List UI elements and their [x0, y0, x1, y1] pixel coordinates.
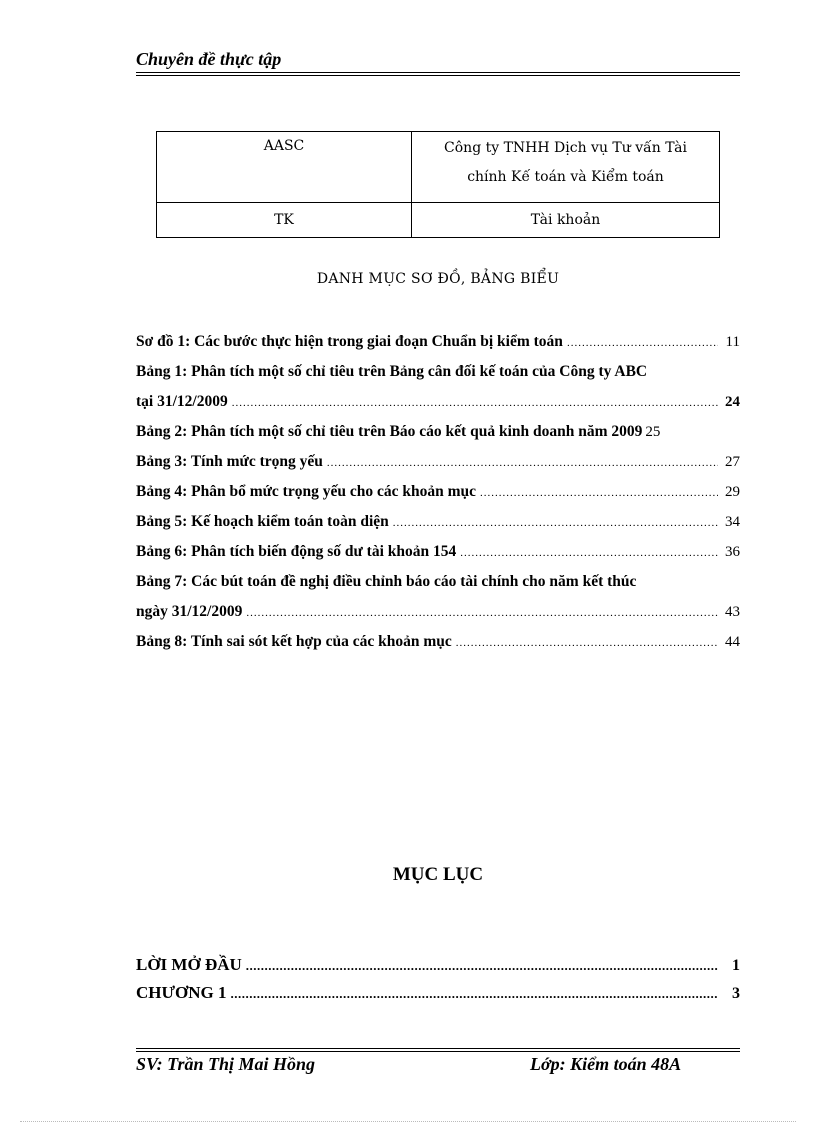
abbr-cell: TK — [157, 203, 412, 238]
list-item[interactable]: Bảng 7: Các bút toán đề nghị điều chỉnh báo cáo tài chính cho năm kết thúc — [136, 573, 637, 590]
list-item-continuation[interactable]: ngày 31/12/2009 ..... 43 — [136, 603, 740, 625]
meaning-cell: Công ty TNHH Dịch vụ Tư vấn Tài chính Kế toán và Kiểm toán — [412, 132, 720, 203]
footer-class: Lớp: Kiểm toán 48A — [530, 1054, 682, 1074]
footer-rule — [136, 1048, 740, 1049]
toc-title: MỤC LỤC — [392, 864, 484, 885]
toc-item[interactable]: LỜI MỞ ĐẦU ..... 1 — [136, 955, 740, 977]
footer-rule-secondary — [136, 1051, 740, 1052]
figures-list-heading: DANH MỤC SƠ ĐỒ, BẢNG BIỂU — [316, 271, 560, 287]
header-rule — [136, 72, 740, 73]
table-row — [157, 203, 720, 238]
list-item[interactable]: Bảng 1: Phân tích một số chỉ tiêu trên Bảng cân đối kế toán của Công ty ABC — [136, 363, 648, 380]
page-edge — [20, 1121, 796, 1122]
list-item[interactable]: Bảng 6: Phân tích biến động số dư tài khoản 154 ..... 36 — [136, 543, 740, 565]
list-item-continuation[interactable]: tại 31/12/2009 ..... 24 — [136, 393, 740, 415]
list-item[interactable]: Bảng 8: Tính sai sót kết hợp của các khoản mục ..... 44 — [136, 633, 740, 655]
abbreviation-table — [156, 131, 720, 238]
list-item[interactable]: Sơ đồ 1: Các bước thực hiện trong giai đoạn Chuẩn bị kiểm toán ..... 11 — [136, 333, 740, 355]
list-item[interactable]: Bảng 4: Phân bổ mức trọng yếu cho các khoản mục ..... 29 — [136, 483, 740, 505]
toc-item[interactable]: CHƯƠNG 1 ..... 3 — [136, 983, 740, 1005]
header-rule-secondary — [136, 75, 740, 76]
list-item[interactable]: Bảng 3: Tính mức trọng yếu ..... 27 — [136, 453, 740, 475]
list-item[interactable]: Bảng 2: Phân tích một số chỉ tiêu trên Báo cáo kết quả kinh doanh năm 2009 25 — [136, 423, 661, 440]
abbr-cell: AASC — [157, 132, 412, 203]
list-item[interactable]: Bảng 5: Kế hoạch kiểm toán toàn diện ..... 34 — [136, 513, 740, 535]
table-row — [157, 132, 720, 203]
footer-student: SV: Trần Thị Mai Hồng — [136, 1054, 316, 1074]
header-title: Chuyên đề thực tập — [136, 49, 282, 69]
meaning-cell: Tài khoản — [412, 203, 720, 238]
